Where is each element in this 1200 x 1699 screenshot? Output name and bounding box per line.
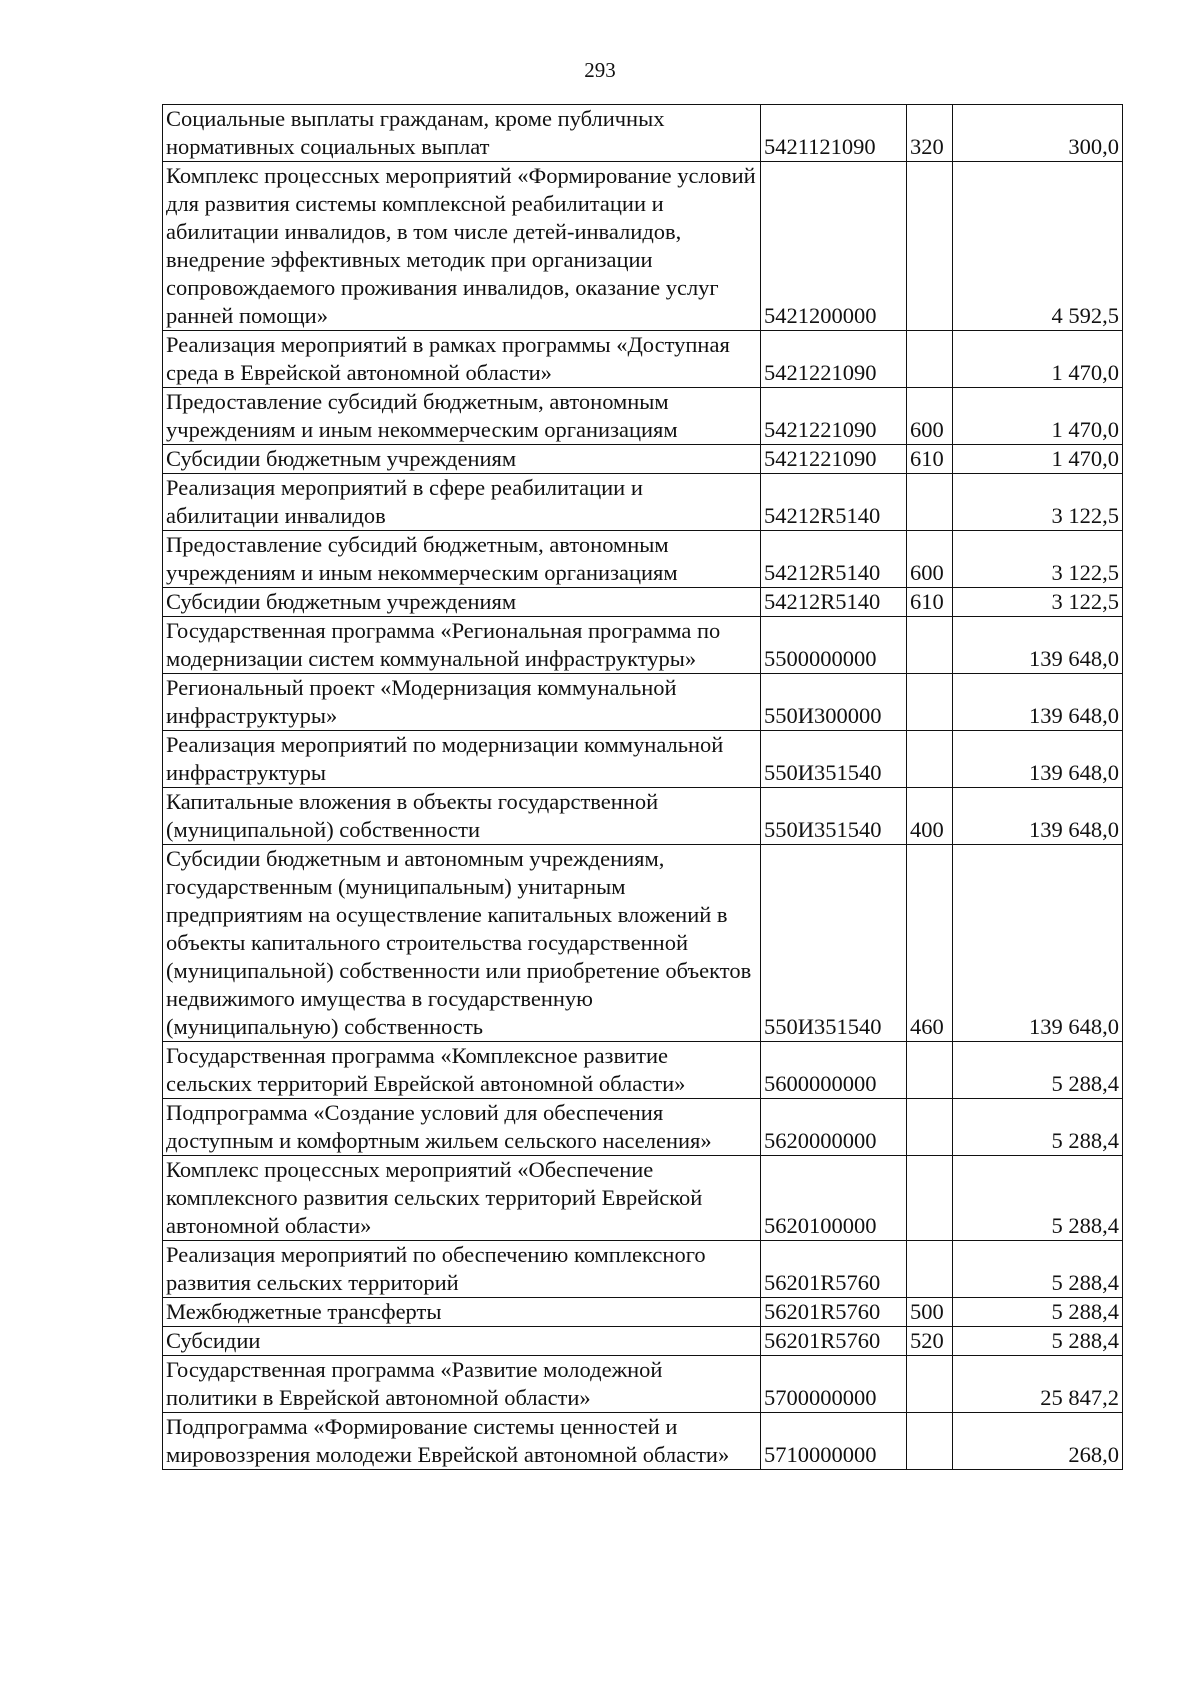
table-row [163,445,1123,474]
row-amount-cell: 5 288,4 [953,1327,1123,1356]
row-name-cell: Региональный проект «Модернизация коммунальной инфраструктуры» [163,674,761,731]
row-amount-cell: 5 288,4 [953,1156,1123,1241]
row-name-cell: Реализация мероприятий по обеспечению комплексного развития сельских территорий [163,1241,761,1298]
table-row [163,1298,1123,1327]
row-name-cell: Реализация мероприятий по модернизации коммунальной инфраструктуры [163,731,761,788]
row-expense-type-cell [907,162,953,331]
row-name-cell: Предоставление субсидий бюджетным, автономным учреждениям и иным некоммерческим организациям [163,531,761,588]
row-name-cell: Комплекс процессных мероприятий «Формирование условий для развития системы комплексной реабилитации и абилитации инвалидов, в том числе детей-инвалидов, внедрение эффективных методик при организации сопровождаемого проживания инвалидов, оказание услуг ранней помощи» [163,162,761,331]
row-code-cell: 5600000000 [761,1042,907,1099]
table-row [163,1099,1123,1156]
row-amount-cell: 3 122,5 [953,474,1123,531]
row-code-cell: 56201R5760 [761,1241,907,1298]
budget-table [162,104,1123,1470]
row-code-cell: 5421221090 [761,388,907,445]
row-name-cell: Субсидии [163,1327,761,1356]
table-row [163,1042,1123,1099]
table-row [163,162,1123,331]
row-expense-type-cell [907,1042,953,1099]
table-row [163,1156,1123,1241]
table-row [163,731,1123,788]
row-amount-cell: 139 648,0 [953,731,1123,788]
row-code-cell: 54212R5140 [761,531,907,588]
row-expense-type-cell: 610 [907,445,953,474]
row-name-cell: Государственная программа «Развитие молодежной политики в Еврейской автономной области» [163,1356,761,1413]
row-expense-type-cell: 500 [907,1298,953,1327]
table-row [163,474,1123,531]
row-expense-type-cell: 320 [907,105,953,162]
row-name-cell: Субсидии бюджетным учреждениям [163,588,761,617]
row-amount-cell: 139 648,0 [953,788,1123,845]
row-code-cell: 550И351540 [761,731,907,788]
row-name-cell: Капитальные вложения в объекты государственной (муниципальной) собственности [163,788,761,845]
row-name-cell: Субсидии бюджетным и автономным учреждениям, государственным (муниципальным) унитарным предприятиям на осуществление капитальных вложений в объекты капитального строительства государственной (муниципальной) собственности или приобретение объектов недвижимого имущества в государственную (муниципальную) собственность [163,845,761,1042]
row-code-cell: 5500000000 [761,617,907,674]
row-code-cell: 5700000000 [761,1356,907,1413]
row-expense-type-cell: 400 [907,788,953,845]
row-expense-type-cell: 460 [907,845,953,1042]
row-expense-type-cell [907,731,953,788]
row-expense-type-cell: 600 [907,531,953,588]
row-amount-cell: 5 288,4 [953,1042,1123,1099]
row-code-cell: 5620000000 [761,1099,907,1156]
row-name-cell: Подпрограмма «Создание условий для обеспечения доступным и комфортным жильем сельского населения» [163,1099,761,1156]
table-row [163,1413,1123,1470]
table-row [163,1241,1123,1298]
row-code-cell: 550И351540 [761,845,907,1042]
row-expense-type-cell: 610 [907,588,953,617]
row-name-cell: Реализация мероприятий в рамках программы «Доступная среда в Еврейской автономной области» [163,331,761,388]
row-amount-cell: 300,0 [953,105,1123,162]
row-code-cell: 5421221090 [761,331,907,388]
budget-table-body [163,105,1123,1470]
row-name-cell: Субсидии бюджетным учреждениям [163,445,761,474]
row-expense-type-cell [907,331,953,388]
row-expense-type-cell [907,674,953,731]
row-name-cell: Комплекс процессных мероприятий «Обеспечение комплексного развития сельских территорий Еврейской автономной области» [163,1156,761,1241]
table-row [163,105,1123,162]
row-amount-cell: 3 122,5 [953,588,1123,617]
row-code-cell: 56201R5760 [761,1298,907,1327]
row-amount-cell: 1 470,0 [953,445,1123,474]
row-expense-type-cell [907,474,953,531]
row-expense-type-cell [907,1356,953,1413]
row-code-cell: 550И300000 [761,674,907,731]
row-code-cell: 56201R5760 [761,1327,907,1356]
row-amount-cell: 139 648,0 [953,845,1123,1042]
row-code-cell: 550И351540 [761,788,907,845]
row-expense-type-cell: 520 [907,1327,953,1356]
row-expense-type-cell [907,1413,953,1470]
row-amount-cell: 5 288,4 [953,1099,1123,1156]
page-number: 293 [584,58,616,82]
row-expense-type-cell [907,617,953,674]
table-row [163,588,1123,617]
table-row [163,1356,1123,1413]
row-code-cell: 5421200000 [761,162,907,331]
row-code-cell: 5421221090 [761,445,907,474]
row-name-cell: Социальные выплаты гражданам, кроме публичных нормативных социальных выплат [163,105,761,162]
table-row [163,788,1123,845]
row-amount-cell: 5 288,4 [953,1241,1123,1298]
row-name-cell: Межбюджетные трансферты [163,1298,761,1327]
row-amount-cell: 139 648,0 [953,674,1123,731]
row-code-cell: 5710000000 [761,1413,907,1470]
row-amount-cell: 4 592,5 [953,162,1123,331]
row-expense-type-cell [907,1156,953,1241]
row-name-cell: Подпрограмма «Формирование системы ценностей и мировоззрения молодежи Еврейской автономной области» [163,1413,761,1470]
row-expense-type-cell: 600 [907,388,953,445]
row-name-cell: Реализация мероприятий в сфере реабилитации и абилитации инвалидов [163,474,761,531]
row-code-cell: 54212R5140 [761,474,907,531]
row-expense-type-cell [907,1099,953,1156]
table-row [163,617,1123,674]
table-row [163,1327,1123,1356]
row-name-cell: Предоставление субсидий бюджетным, автономным учреждениям и иным некоммерческим организациям [163,388,761,445]
row-code-cell: 54212R5140 [761,588,907,617]
row-expense-type-cell [907,1241,953,1298]
row-name-cell: Государственная программа «Региональная программа по модернизации систем коммунальной инфраструктуры» [163,617,761,674]
table-row [163,845,1123,1042]
row-code-cell: 5421121090 [761,105,907,162]
row-code-cell: 5620100000 [761,1156,907,1241]
row-amount-cell: 25 847,2 [953,1356,1123,1413]
row-amount-cell: 5 288,4 [953,1298,1123,1327]
table-row [163,674,1123,731]
table-row [163,331,1123,388]
row-amount-cell: 1 470,0 [953,388,1123,445]
row-amount-cell: 1 470,0 [953,331,1123,388]
table-row [163,388,1123,445]
table-row [163,531,1123,588]
row-name-cell: Государственная программа «Комплексное развитие сельских территорий Еврейской автономной области» [163,1042,761,1099]
row-amount-cell: 139 648,0 [953,617,1123,674]
row-amount-cell: 3 122,5 [953,531,1123,588]
row-amount-cell: 268,0 [953,1413,1123,1470]
